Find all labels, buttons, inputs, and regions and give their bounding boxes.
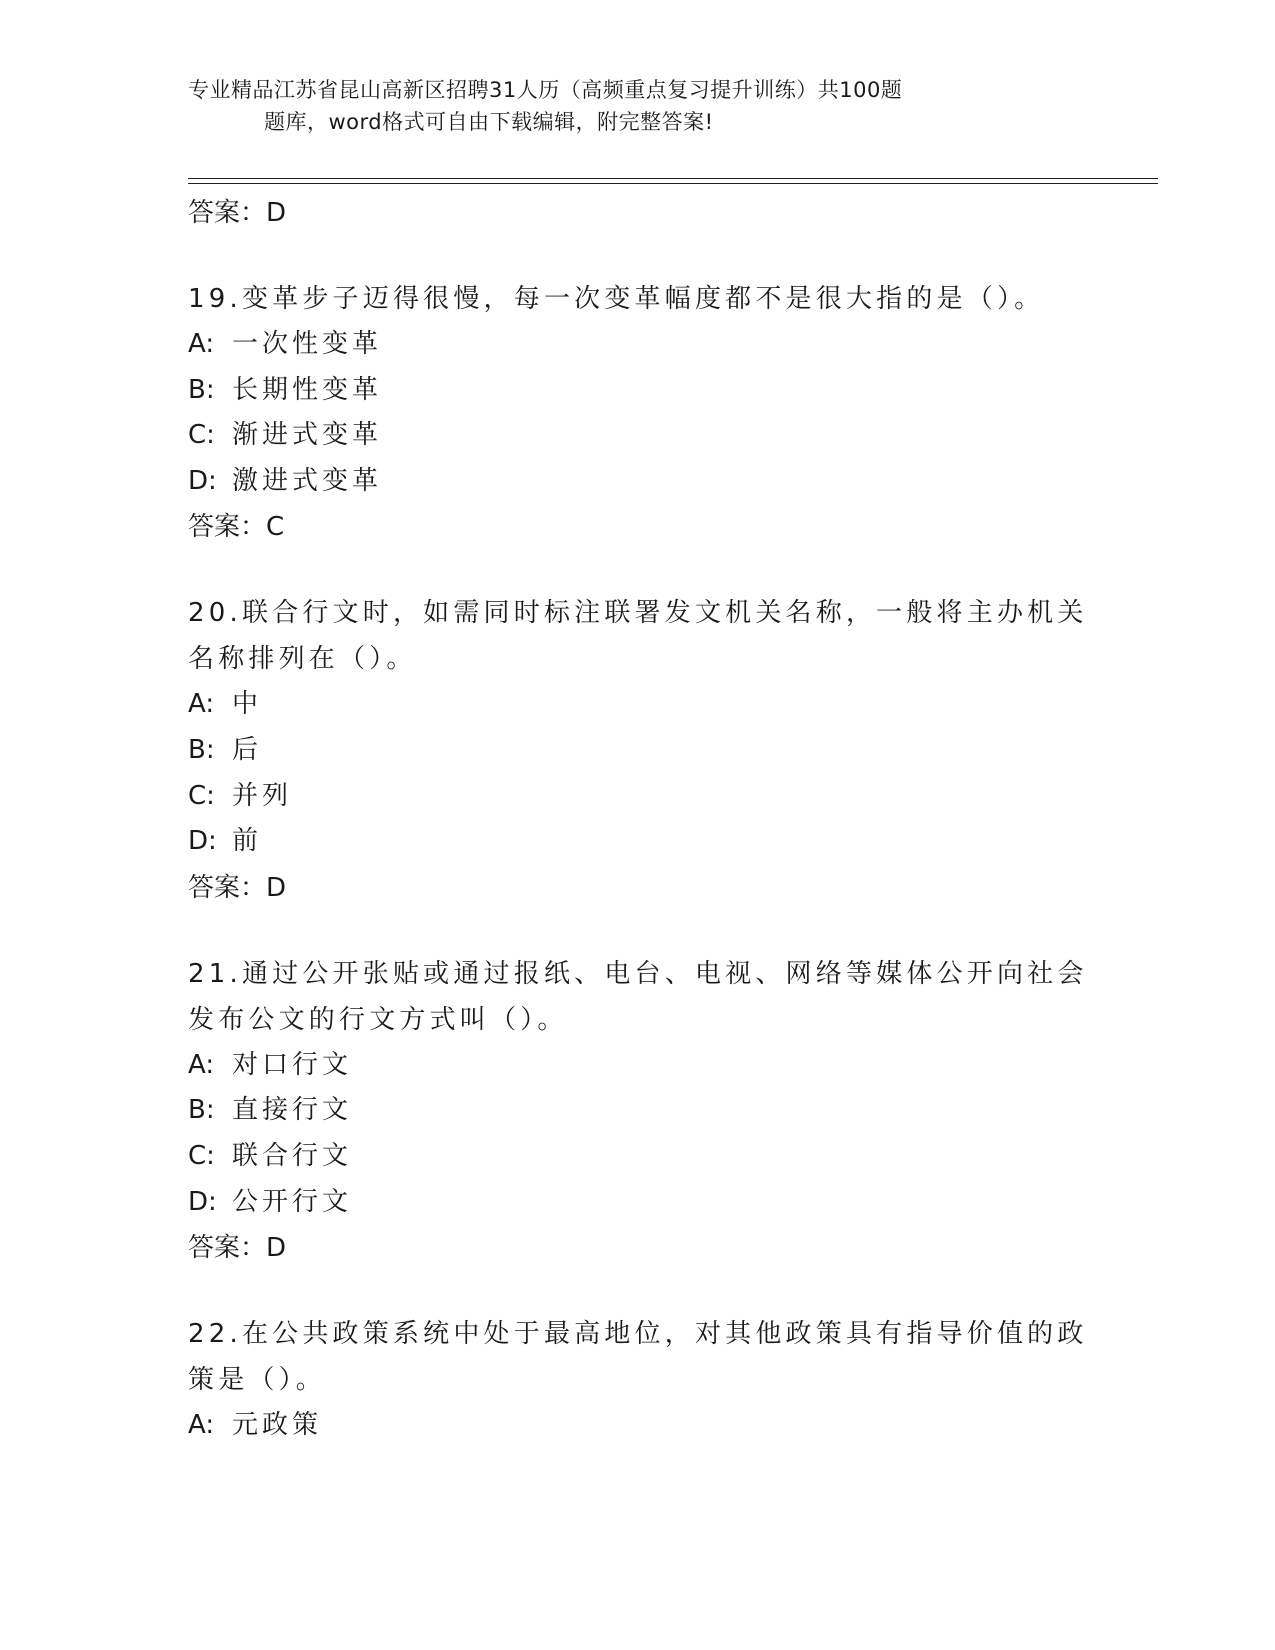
- option-item: [188, 1180, 1088, 1226]
- option-item: [188, 1043, 1088, 1089]
- option-item: [188, 459, 1088, 505]
- question-list: [188, 190, 1088, 1449]
- question-block: [188, 1311, 1088, 1449]
- option-label: B:: [188, 734, 215, 765]
- option-label: B:: [188, 1095, 215, 1126]
- option-text: 渐进式变革: [232, 420, 383, 451]
- option-label: A:: [188, 1049, 215, 1080]
- option-item: [188, 819, 1088, 865]
- option-item: [188, 322, 1088, 368]
- option-text: 长期性变革: [232, 374, 383, 405]
- option-text: 对口行文: [232, 1049, 353, 1080]
- answer-line: 答案：D: [188, 872, 287, 903]
- question-block: [188, 951, 1088, 1271]
- answer-line: 答案：D: [188, 1233, 287, 1264]
- header-title-line2: 题库，word格式可自由下载编辑，附完整答案!: [264, 110, 714, 134]
- option-item: [188, 368, 1088, 414]
- option-label: C:: [188, 1140, 215, 1171]
- option-text: 前: [232, 826, 263, 857]
- question-text: 19.变革步子迈得很慢，每一次变革幅度都不是很大指的是（）。: [188, 284, 1045, 314]
- option-label: B:: [188, 374, 215, 405]
- option-label: A:: [188, 329, 215, 359]
- option-item: [188, 774, 1088, 820]
- option-text: 一次性变革: [232, 329, 383, 359]
- option-text: 并列: [232, 780, 293, 811]
- option-item: [188, 1088, 1088, 1134]
- option-text: 中: [232, 689, 263, 720]
- option-label: D:: [188, 1186, 217, 1217]
- option-label: C:: [188, 780, 215, 811]
- question-text: 22.在公共政策系统中处于最高地位，对其他政策具有指导价值的政策是（）。: [188, 1319, 1088, 1396]
- option-text: 直接行文: [232, 1095, 353, 1126]
- option-label: A:: [188, 1410, 215, 1441]
- option-text: 元政策: [232, 1410, 323, 1441]
- option-text: 公开行文: [232, 1186, 353, 1217]
- question-block: [188, 590, 1088, 910]
- option-label: D:: [188, 826, 217, 857]
- answer-line: 答案：C: [188, 512, 285, 543]
- document-header: [188, 74, 1088, 138]
- option-label: D:: [188, 465, 217, 496]
- question-text: 20.联合行文时，如需同时标注联署发文机关名称，一般将主办机关名称排列在（）。: [188, 598, 1088, 675]
- option-item: [188, 728, 1088, 774]
- option-item: [188, 1134, 1088, 1180]
- option-label: C:: [188, 420, 215, 451]
- header-divider-top: [188, 178, 1158, 179]
- option-text: 联合行文: [232, 1140, 353, 1171]
- option-text: 激进式变革: [232, 465, 383, 496]
- question-block: [188, 276, 1088, 550]
- option-item: [188, 682, 1088, 728]
- option-text: 后: [232, 734, 263, 765]
- answer-line: 答案：D: [188, 198, 287, 228]
- option-item: [188, 413, 1088, 459]
- option-item: [188, 1403, 1088, 1449]
- header-divider-bottom: [188, 183, 1158, 184]
- option-label: A:: [188, 689, 215, 720]
- header-title-line1: 专业精品江苏省昆山高新区招聘31人历（高频重点复习提升训练）共100题: [188, 78, 903, 102]
- question-text: 21.通过公开张贴或通过报纸、电台、电视、网络等媒体公开向社会发布公文的行文方式叫（）。: [188, 958, 1088, 1035]
